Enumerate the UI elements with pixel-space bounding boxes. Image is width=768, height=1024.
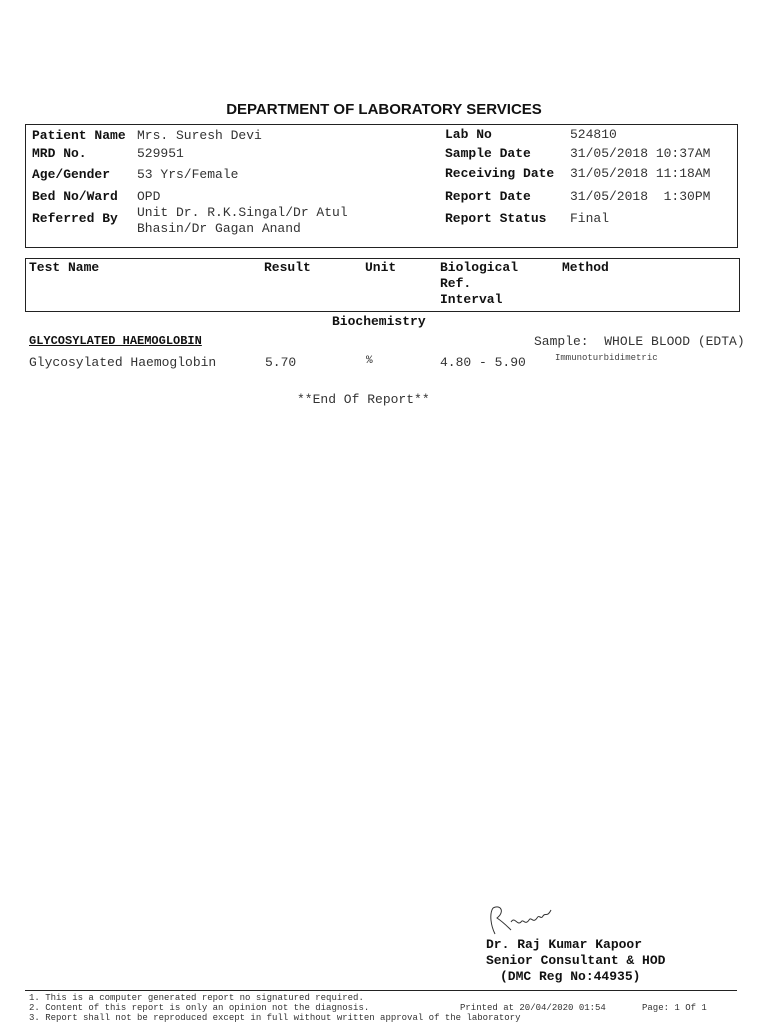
header-method: Method xyxy=(562,260,609,275)
result-unit: % xyxy=(366,355,373,367)
sample-type: Sample: WHOLE BLOOD (EDTA) xyxy=(534,334,745,349)
report-status-label: Report Status xyxy=(445,211,547,226)
result-method: Immunoturbidimetric xyxy=(555,353,658,363)
bed-ward-label: Bed No/Ward xyxy=(32,189,118,204)
lab-no-value: 524810 xyxy=(570,127,617,142)
result-test-name: Glycosylated Haemoglobin xyxy=(29,355,217,370)
footer-divider xyxy=(25,990,737,991)
patient-name-value: Mrs. Suresh Devi xyxy=(137,128,262,143)
footer-note-2: 2. Content of this report is only an opinion not the diagnosis. xyxy=(29,1003,370,1013)
referred-by-value-line1: Unit Dr. R.K.Singal/Dr Atul xyxy=(137,205,348,220)
report-title: DEPARTMENT OF LABORATORY SERVICES xyxy=(226,101,542,118)
end-of-report: **End Of Report** xyxy=(297,392,430,407)
report-date-label: Report Date xyxy=(445,189,531,204)
header-bio-ref-line3: Interval xyxy=(440,292,503,307)
page-number: Page: 1 Of 1 xyxy=(642,1003,707,1013)
report-status-value: Final xyxy=(570,211,610,226)
sample-date-value: 31/05/2018 10:37AM xyxy=(570,146,711,161)
result-value: 5.70 xyxy=(265,355,297,370)
sample-date-label: Sample Date xyxy=(445,146,531,161)
signatory-name: Dr. Raj Kumar Kapoor xyxy=(486,937,643,952)
signatory-registration: (DMC Reg No:44935) xyxy=(500,969,641,984)
printed-at: Printed at 20/04/2020 01:54 xyxy=(460,1003,606,1013)
signatory-designation: Senior Consultant & HOD xyxy=(486,953,666,968)
lab-no-label: Lab No xyxy=(445,127,492,142)
test-group-name: GLYCOSYLATED HAEMOGLOBIN xyxy=(29,334,202,348)
patient-info-box xyxy=(25,124,738,248)
receiving-date-value: 31/05/2018 11:18AM xyxy=(570,166,711,181)
report-date-value: 31/05/2018 1:30PM xyxy=(570,189,711,204)
header-test-name: Test Name xyxy=(29,260,100,275)
section-title: Biochemistry xyxy=(332,314,426,329)
patient-name-label: Patient Name xyxy=(32,128,126,143)
age-gender-label: Age/Gender xyxy=(32,167,111,182)
footer-note-3: 3. Report shall not be reproduced except in full without written approval of the laboratory xyxy=(29,1013,521,1023)
signature-scribble xyxy=(485,900,560,940)
result-ref-range: 4.80 - 5.90 xyxy=(440,355,526,370)
header-unit: Unit xyxy=(365,260,397,275)
mrd-value: 529951 xyxy=(137,146,184,161)
footer-note-1: 1. This is a computer generated report no signatured required. xyxy=(29,993,364,1003)
header-bio-ref-line1: Biological xyxy=(440,260,519,275)
referred-by-label: Referred By xyxy=(32,211,118,226)
referred-by-value-line2: Bhasin/Dr Gagan Anand xyxy=(137,221,301,236)
header-bio-ref-line2: Ref. xyxy=(440,276,472,291)
header-result: Result xyxy=(264,260,311,275)
age-gender-value: 53 Yrs/Female xyxy=(137,167,239,182)
receiving-date-label: Receiving Date xyxy=(445,166,555,181)
mrd-label: MRD No. xyxy=(32,146,87,161)
bed-ward-value: OPD xyxy=(137,189,161,204)
